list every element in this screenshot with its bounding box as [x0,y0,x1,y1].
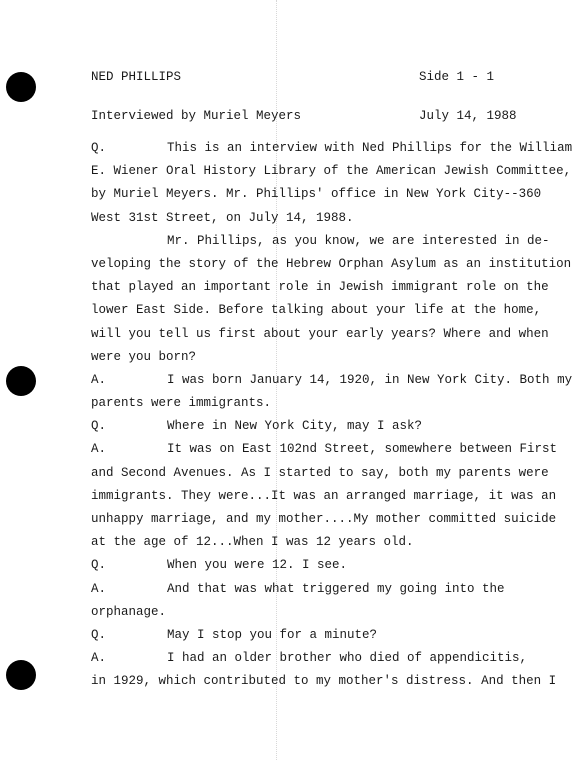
line-text: were you born? [91,349,197,364]
punch-hole-bottom [6,660,36,690]
transcript-line [91,207,561,230]
speaker-label: Q. [91,627,107,642]
line-text: that played an important role in Jewish immigrant role on the [91,280,549,295]
transcript-line [91,601,561,624]
header-interviewer: Interviewed by Muriel Meyers [91,109,302,123]
speaker-label: A. [91,372,107,387]
transcript-line [91,183,561,206]
transcript-line [91,299,561,322]
transcript-body [91,137,573,694]
transcript-line [91,554,561,577]
transcript-line [91,346,561,369]
line-text: will you tell us first about your early years? Where and when [91,326,549,341]
punch-hole-top [6,72,36,102]
line-text: I had an older brother who died of appendicitis, [167,651,528,666]
line-text: and Second Avenues. As I started to say, both my parents were [91,465,549,480]
punch-hole-middle [6,366,36,396]
transcript-line [91,438,561,461]
speaker-label: A. [91,581,107,596]
line-text: West 31st Street, on July 14, 1988. [91,210,354,225]
transcript-line [91,415,561,438]
transcript-line [91,624,561,647]
line-text: It was on East 102nd Street, somewhere between First [167,442,558,457]
transcript-line [91,485,561,508]
header-session [419,45,517,149]
speaker-label: Q. [91,558,107,573]
line-text: veloping the story of the Hebrew Orphan Asylum as an institution [91,256,572,271]
line-text: orphanage. [91,604,167,619]
speaker-label: Q. [91,141,107,155]
transcript-line [91,369,573,392]
transcript-line [91,508,561,531]
speaker-label: A. [91,442,107,457]
transcript-line [91,253,572,276]
transcript-line [91,647,561,670]
line-text: Where in New York City, may I ask? [167,419,423,434]
speaker-label: Q. [91,419,107,434]
transcript-line [91,160,572,183]
transcript-line [91,670,561,693]
transcript-line [91,137,573,160]
speaker-label: A. [91,651,107,666]
header-interviewee [91,45,301,149]
transcript-line [91,531,561,554]
line-text: May I stop you for a minute? [167,627,378,642]
line-text: When you were 12. I see. [167,558,348,573]
line-text: lower East Side. Before talking about your life at the home, [91,303,542,318]
line-text: And that was what triggered my going into the [167,581,505,596]
line-text: parents were immigrants. [91,396,272,411]
line-text: This is an interview with Ned Phillips for the William [167,141,573,155]
line-text: by Muriel Meyers. Mr. Phillips' office in New York City--360 [91,187,542,202]
line-text: E. Wiener Oral History Library of the American Jewish Committee, [91,164,572,179]
transcript-line [91,323,561,346]
line-text: I was born January 14, 1920, in New York City. Both my [167,372,573,387]
transcript-line [91,392,561,415]
header-date: July 14, 1988 [419,109,517,123]
header-name: NED PHILLIPS [91,70,182,84]
transcript-line [91,578,561,601]
transcript-line [91,230,561,253]
transcript-line [91,276,561,299]
line-text: at the age of 12...When I was 12 years old. [91,535,414,550]
line-text: Mr. Phillips, as you know, we are interested in de- [167,233,550,248]
header-side: Side 1 - 1 [419,70,495,84]
transcript-line [91,462,561,485]
line-text: unhappy marriage, and my mother....My mother committed suicide [91,512,557,526]
line-text: in 1929, which contributed to my mother's distress. And then I [91,674,557,689]
line-text: immigrants. They were...It was an arranged marriage, it was an [91,488,557,503]
